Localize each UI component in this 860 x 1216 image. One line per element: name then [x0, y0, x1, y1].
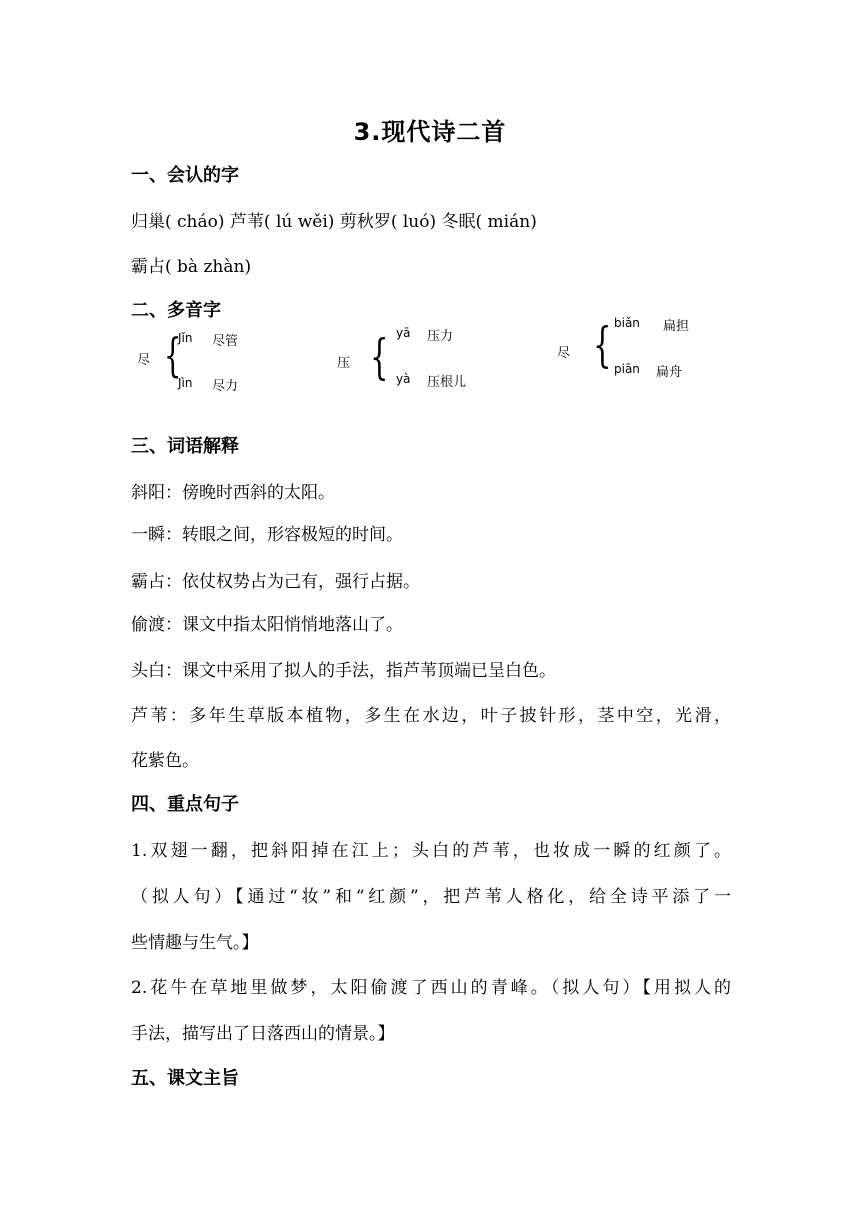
- polyphone-char: 尽: [137, 353, 151, 368]
- vocab-entry: 花紫色。: [131, 751, 199, 771]
- word: 压力: [427, 329, 454, 344]
- word: 尽管: [212, 334, 239, 349]
- pinyin: yà: [396, 372, 411, 386]
- sentence-line: 2.花牛在草地里做梦，太阳偷渡了西山的青峰。（拟人句）【用拟人的: [131, 978, 731, 998]
- sentence-line: （拟人句）【通过“妆”和“红颜”，把芦苇人格化，给全诗平添了一: [131, 887, 731, 907]
- brace-icon: {: [370, 329, 389, 385]
- pinyin: Jǐn: [178, 331, 193, 345]
- brace-icon: {: [163, 328, 182, 382]
- pinyin: Jìn: [178, 376, 193, 390]
- word: 扁担: [663, 319, 690, 334]
- section-heading-main-idea: 五、课文主旨: [131, 1068, 239, 1089]
- pinyin: yā: [396, 326, 411, 340]
- section-heading-key-sentences: 四、重点句子: [131, 794, 239, 815]
- word: 压根儿: [427, 375, 467, 390]
- section-heading-characters: 一、会认的字: [131, 165, 239, 186]
- pinyin: piān: [614, 362, 640, 376]
- word: 扁舟: [656, 365, 683, 380]
- vocab-entry: 霸占：依仗权势占为己有，强行占据。: [131, 572, 420, 592]
- vocab-entry: 一瞬：转眼之间，形容极短的时间。: [131, 525, 403, 545]
- vocab-entry: 芦苇：多年生草版本植物，多生在水边，叶子披针形，茎中空，光滑，: [131, 706, 731, 726]
- page-title: 3.现代诗二首: [353, 118, 507, 146]
- characters-line-2: 霸占( bà zhàn): [131, 257, 252, 277]
- brace-icon: {: [593, 317, 612, 373]
- vocab-entry: 头白：课文中采用了拟人的手法，指芦苇顶端已呈白色。: [131, 661, 556, 681]
- sentence-line: 手法，描写出了日落西山的情景。】: [131, 1024, 395, 1044]
- polyphone-char: 尽: [557, 346, 571, 361]
- characters-line-1: 归巢( cháo) 芦苇( lú wěi) 剪秋罗( luó) 冬眠( mián): [131, 212, 537, 232]
- sentence-line: 1.双翅一翻，把斜阳掉在江上；头白的芦苇，也妆成一瞬的红颜了。: [131, 841, 731, 861]
- vocab-entry: 斜阳：傍晚时西斜的太阳。: [131, 483, 335, 503]
- word: 尽力: [212, 379, 239, 394]
- pinyin: biǎn: [614, 316, 640, 330]
- sentence-line: 些情趣与生气。】: [131, 933, 259, 953]
- polyphone-char: 压: [337, 356, 351, 371]
- section-heading-vocabulary: 三、词语解释: [131, 436, 239, 457]
- vocab-entry: 偷渡：课文中指太阳悄悄地落山了。: [131, 615, 403, 635]
- section-heading-polyphones: 二、多音字: [131, 300, 221, 321]
